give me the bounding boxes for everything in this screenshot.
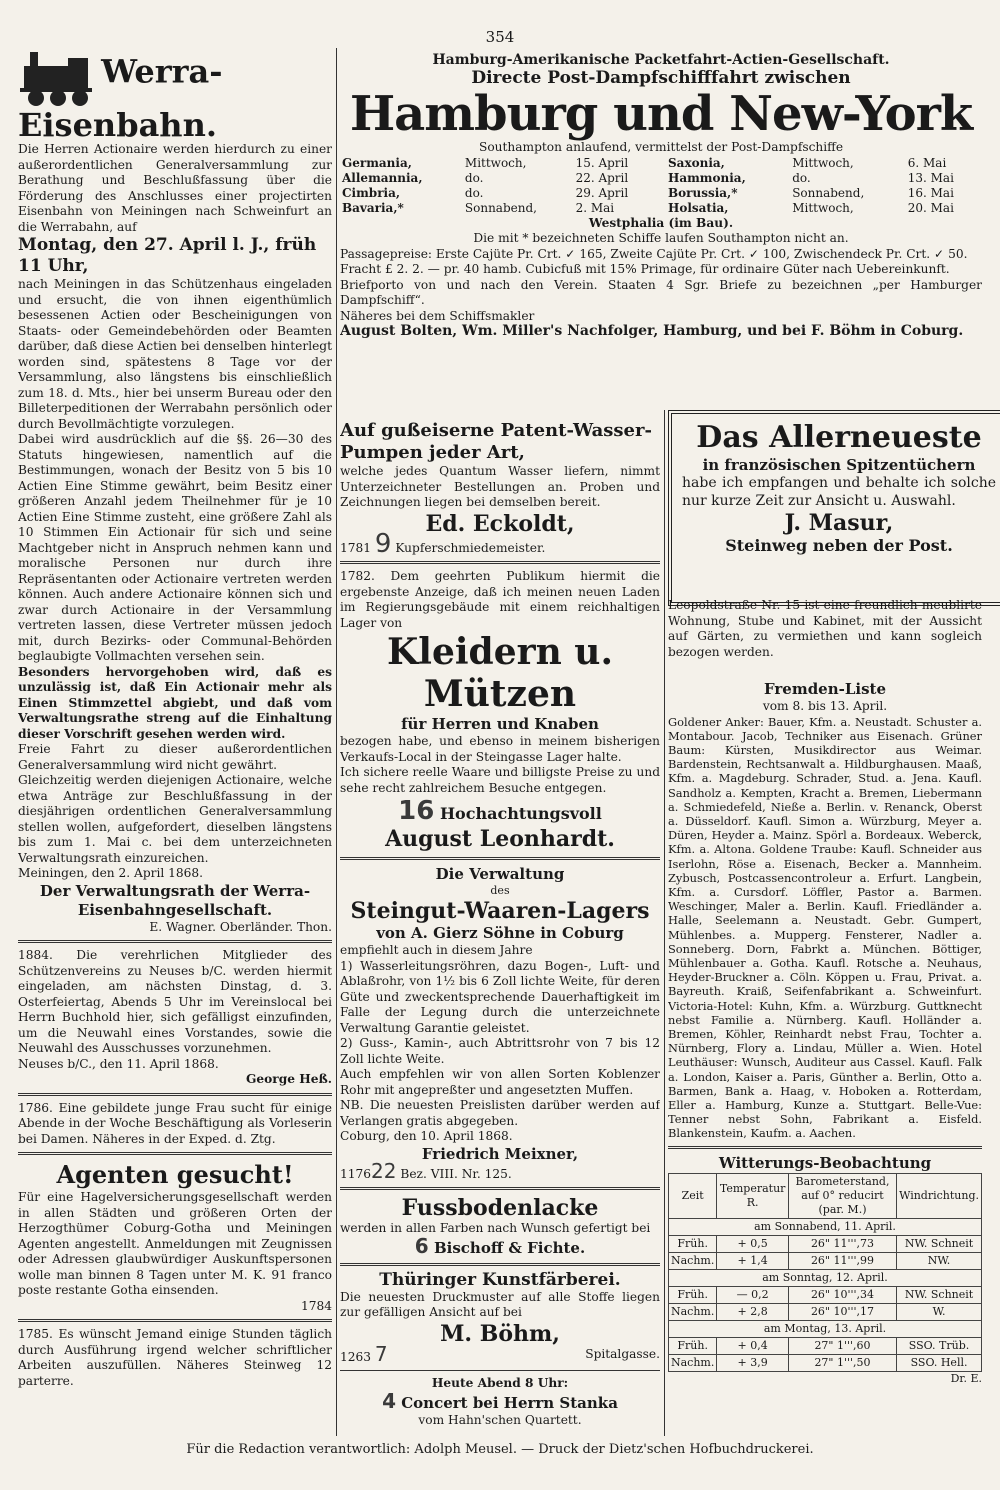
schuetzen-body: 1884. Die verehrlichen Mitglieder des Schützenvereins zu Neuses b/C. werden hiermit eingeladen, am nächsten Dinstag, d. 3. Osterfeiertag, Abends 5 Uhr im Vereinslocal bei Herrn Buchhold hier, sich gefälligst einzufinden, um die Neuwahl eines Vorstandes, sowie die Neuwahl des Ausschusses vorzunehmen. <box>18 948 332 1055</box>
column-left <box>18 48 332 1436</box>
leonhardt-title: Kleidern u. Mützen <box>386 631 613 715</box>
hapag-post: Briefporto von und nach den Verein. Staaten 4 Sgr. Briefe zu bezeichnen „per Hamburger Dampfschiff“. <box>340 277 982 307</box>
ship-cell: 22. April <box>575 170 629 185</box>
werra-body-6: Gleichzeitig werden diejenigen Actionaire, welche etwa Anträge zur Beschlußfassung in der diesjährigen ordentlichen Generalversammlung stellen wollen, aufgefordert, dieselben längstens bis zum 1. Mai c. bei dem unterzeichneten Verwaltungsrath einzureichen. <box>18 773 332 865</box>
ship-cell: Mittwoch, <box>792 155 854 170</box>
ship-cell: 16. Mai <box>907 185 954 200</box>
leonhardt-sub: für Herren und Knaben <box>401 715 599 733</box>
ship-cell: Mittwoch, <box>792 200 854 215</box>
ship-cell: Saxonia, <box>668 155 725 170</box>
weather-cell: Früh. <box>669 1337 717 1354</box>
lacke-ad <box>340 1195 660 1258</box>
schuetzen-signer: George Heß. <box>245 1072 332 1086</box>
ship-cell: 6. Mai <box>907 155 947 170</box>
masur-name: J. Masur, <box>784 510 894 536</box>
gierz-num: 1176 <box>340 1166 372 1181</box>
fremden-body: Goldener Anker: Bauer, Kfm. a. Neustadt. Schuster a. Montabour. Jacob, Techniker aus Eisenach. Grüner Baum: Kürsten, Musikdirector aus Weimar. Bardenstein, Rechtsanwalt a. Hildburghausen. Maaß, Kfm. a. Magdeburg. Schrader, Stud. a. Jena. Kaufl. Sandholz a. Kempten, Kracht a. Bremen, Liebermann a. Schmiedefeld, Nieße a. Berlin. v. Renanck, Oberst a. Düsseldorf. Kaufl. Simon a. Würzburg, Meyer a. Düren, Heyder a. Mainz. Spörl a. Bordeaux. Weberck, Kfm. a. Altona. Goldene Traube: Kaufl. Schneider aus Iserlohn, Röse a. Eisenach, Becker a. Mannheim. Zybusch, Postcassencontroleur a. Erfurt. Langbein, Kfm. a. Cursdorf. Löffler, Pastor a. Barmen. Weschinger, Maler a. Berlin. Kaufl. Friedländer a. Halle, Seelemann a. Neustadt. Gebr. Gumpert, Mühlenbes. a. Mupperg. Fensterer, Nadler a. Sonneberg. Dorn, Fabrkt a. München. Böttiger, Mühlenbauer a. Gotha. Kaufl. Rotsche a. Neuhaus, Heyder-Bruckner a. Cöln. Köppen u. Frau, Privat. a. Bayreuth. Kraiß, Seifenfabrikant a. Schweinfurt. Victoria-Hotel: Kuhn, Kfm. a. Würzburg. Guttknecht nebst Familie a. Nürnberg. Kaufl. Holländer a. Bremen, Köhler, Reinhardt nebst Frau, Tochter a. Nürnberg, Flory a. Lindau, Müller a. Wien. Hotel Leuthäuser: Wunsch, Auditeur aus Cassel. Kaufl. Falk a. London, Kaiser a. Paris, Günther a. Berlin, Otto a. Barmen, Bank a. Haag, v. Hoboken a. Rotterdam, Eller a. Hamburg, Kunze a. Stuttgart. Belle-Vue: Tenner nebst Sohn, Fabrikant a. Eisfeld. Blankenstein, Kaufm. a. Aachen. <box>668 714 982 1141</box>
weather-cell: SSO. Hell. <box>897 1354 982 1371</box>
leonhardt-intro: 1782. Dem geehrten Publikum hiermit die ergebenste Anzeige, daß ich meinen neuen Laden im Regierungsgebäude mit einem reichhaltigen Lager von <box>340 569 660 630</box>
werra-title: Werra-Eisenbahn. <box>18 52 223 144</box>
handwritten-mark: 7 <box>374 1341 388 1366</box>
weather-header: Temperatur R. <box>717 1173 789 1218</box>
ship-row <box>340 201 656 216</box>
masur-ad <box>668 410 1000 606</box>
werra-names: E. Wagner. Oberländer. Thon. <box>149 919 332 934</box>
weather-cell: 26" 10''',17 <box>788 1303 896 1320</box>
footer-imprint: Für die Redaction verantwortlich: Adolph Meusel. — Druck der Dietz'schen Hofbuchdruckerei. <box>186 1442 814 1457</box>
leonhardt-ad <box>340 569 660 852</box>
ship-schedule-right <box>666 156 982 216</box>
weather-cell: Nachm. <box>669 1354 717 1371</box>
weather-cell: 26" 11''',99 <box>788 1252 896 1269</box>
gierz-name: Friedrich Meixner, <box>421 1144 579 1163</box>
page-number: 354 <box>485 28 515 46</box>
gierz-item-2: 2) Guss-, Kamin-, auch Abtrittsrohr von 7 bis 12 Zoll lichte Weite. <box>340 1036 660 1066</box>
ship-cell: Cimbria, <box>342 185 401 200</box>
ship-cell: Bavaria,* <box>342 200 404 215</box>
weather-cell: NW. <box>897 1252 982 1269</box>
stunden-ad: 1785. Es wünscht Jemand einige Stunden täglich durch Ausführung irgend welcher schriftlicher Arbeiten auszufüllen. Näheres Steinweg 12 parterre. <box>18 1327 332 1388</box>
lacke-title: Fussbodenlacke <box>401 1195 599 1221</box>
handwritten-mark: 22 <box>371 1158 397 1183</box>
gierz-intro: empfiehlt auch in diesem Jahre <box>340 943 533 957</box>
werra-date: Montag, den 27. April l. J., früh 11 Uhr, <box>18 235 317 276</box>
ship-schedule-left <box>340 156 656 216</box>
hapag-fares: Passagepreise: Erste Cajüte Pr. Crt. ✓ 165, Zweite Cajüte Pr. Crt. ✓ 100, Zwischendeck Pr. Crt. ✓ 50. <box>340 246 968 261</box>
gierz-item-3: Auch empfehlen wir von allen Sorten Koblenzer Rohr mit angepreßter und angesetzten Muffen. <box>340 1067 660 1097</box>
ship-row <box>666 186 982 201</box>
fremden-range: vom 8. bis 13. April. <box>762 699 888 713</box>
weather-day: am Sonntag, 12. April. <box>669 1269 982 1286</box>
weather-cell: 26" 11''',73 <box>788 1235 896 1252</box>
pumpen-body: welche jedes Quantum Wasser liefern, nimmt Unterzeichneter Bestellungen an. Proben und Zeichnungen liegen bei demselben bereit. <box>340 464 660 509</box>
werra-body-5: Freie Fahrt zu dieser außerordentlichen Generalversammlung wird nicht gewährt. <box>18 742 332 772</box>
leonhardt-body-2: Ich sichere reelle Waare und billigste Preise zu und sehe recht zahlreichem Besuche entgegen. <box>340 765 660 795</box>
weather-header: Windrichtung. <box>897 1173 982 1218</box>
weather-cell: — 0,2 <box>717 1286 789 1303</box>
ship-cell: Sonnabend, <box>464 200 537 215</box>
ship-cell: Mittwoch, <box>464 155 527 170</box>
handwritten-mark: 6 <box>414 1233 429 1258</box>
weather-cell: Nachm. <box>669 1252 717 1269</box>
hapag-company: Hamburg-Amerikanische Packetfahrt-Actien-Gesellschaft. <box>432 52 890 68</box>
gierz-head: Die Verwaltung <box>435 865 565 883</box>
weather-cell: W. <box>897 1303 982 1320</box>
pumpen-num: 1781 <box>340 540 372 555</box>
ship-cell: 2. Mai <box>575 200 615 215</box>
witterung <box>668 1154 982 1386</box>
masur-sub: in französischen Spitzentüchern <box>702 456 976 474</box>
ship-cell: 20. Mai <box>907 200 954 215</box>
werra-body-2: nach Meiningen in das Schützenhaus eingeladen und ersucht, die von ihnen eigenthümlich besessenen Actien oder Bescheinigungen von Staats- oder Gemeindebehörden oder Beamten darüber, daß diese Actien bei denselben hinterlegt worden sind, spätestens 8 Tage vor der Versammlung, also längstens bis einschließlich zum 18. d. Mts., hier bei unserm Bureau oder den Billeterpeditionen der Werrabahn persönlich oder durch Bevollmächtigte vorzulegen. <box>18 277 332 431</box>
faerberei-addr: Spitalgasse. <box>585 1346 660 1361</box>
weather-cell: Früh. <box>669 1286 717 1303</box>
gierz-addr: Bez. VIII. Nr. 125. <box>400 1166 512 1181</box>
weather-header: Barometerstand, auf 0° reducirt (par. M.) <box>788 1173 896 1218</box>
werra-body-3: Dabei wird ausdrücklich auf die §§. 26—30 des Statuts hingewiesen, namentlich auf die Bestimmungen, wonach der Besitz von 5 bis 10 Actien Eine Stimme gewährt, beim Besitz einer größeren Anzahl jedem Theilnehmer für je 10 Actien Eine Stimme zusteht, eine größere Zahl als 10 Stimmen Ein Actionair für sich und seine Machtgeber nicht in Anspruch nehmen kann und moralische Personen nur durch ihre Repräsentanten oder Actionaire vertreten werden können. Auch andere Actionaire können sich und zwar durch Actionaire in der Versammlung vertreten lassen, diese Vertreter müssen jedoch mit, durch Bezirks- oder Communal-Behörden beglaubigte Vollmachten versehen sein. <box>18 432 332 663</box>
handwritten-mark: 4 <box>382 1388 396 1413</box>
hapag-title: Hamburg und New-York <box>349 86 973 142</box>
column-middle <box>340 420 660 1436</box>
weather-cell: + 0,4 <box>717 1337 789 1354</box>
faerberei-title: Thüringer Kunstfärberei. <box>379 1269 621 1290</box>
werra-signer: Der Verwaltungsrath der Werra-Eisenbahngesellschaft. <box>39 881 311 919</box>
witterung-title: Witterungs-Beobachtung <box>718 1153 932 1172</box>
pumpen-title: Auf gußeiserne Patent-Wasser-Pumpen jeder Art, <box>340 420 652 463</box>
fremden-liste <box>668 680 982 1141</box>
handwritten-mark: 16 <box>398 796 435 826</box>
ship-row <box>340 171 656 186</box>
gierz-firm: von A. Gierz Söhne in Coburg <box>376 924 624 942</box>
column-rule <box>336 48 337 1436</box>
hapag-more: Näheres bei dem Schiffsmakler <box>340 308 535 323</box>
concert-sub: vom Hahn'schen Quartett. <box>418 1412 582 1427</box>
masur-addr: Steinweg neben der Post. <box>725 536 953 555</box>
ship-cell: do. <box>464 185 484 200</box>
ship-cell: Hammonia, <box>668 170 746 185</box>
hapag-freight: Fracht £ 2. 2. — pr. 40 hamb. Cubicfuß mit 15% Primage, für ordinaire Güter nach Uebereinkunft. <box>340 262 950 276</box>
werra-body-1: Die Herren Actionaire werden hierdurch zu einer außerordentlichen Generalversammlung zur Berathung und Beschlußfassung über die Förderung des Anschlusses einer projectirten Eisenbahn von Meiningen nach Schweinfurt an die Werrabahn, auf <box>18 142 332 234</box>
gierz-title: Steingut-Waaren-Lagers <box>350 898 650 924</box>
leopold-body: Leopoldstraße Nr. 15 ist eine freundlich meublirte Wohnung, Stube und Kabinet, mit der Aussicht auf Gärten, zu vermiethen und kann sogleich bezogen werden. <box>668 598 982 659</box>
gierz-place: Coburg, den 10. April 1868. <box>340 1129 513 1143</box>
weather-table <box>668 1173 982 1372</box>
masur-body: habe ich empfangen und behalte ich solche nur kurze Zeit zur Ansicht u. Auswahl. <box>682 475 996 509</box>
agenten-ad <box>18 1160 332 1314</box>
ship-cell: do. <box>792 170 811 185</box>
pumpen-name: Ed. Eckoldt, <box>425 510 575 537</box>
ship-cell: Sonnabend, <box>792 185 865 200</box>
weather-cell: + 0,5 <box>717 1235 789 1252</box>
gierz-des: des <box>490 884 510 897</box>
ship-row <box>340 156 656 171</box>
weather-cell: + 3,9 <box>717 1354 789 1371</box>
weather-day: am Montag, 13. April. <box>669 1320 982 1337</box>
ship-cell: Allemannia, <box>342 170 423 185</box>
lacke-body: werden in allen Farben nach Wunsch gefertigt bei <box>340 1221 651 1235</box>
ship-cell: 29. April <box>575 185 629 200</box>
faerberei-ad <box>340 1271 660 1366</box>
column-right <box>668 680 982 1436</box>
gierz-ad <box>340 865 660 1182</box>
leopold-ad <box>668 598 982 676</box>
ship-row <box>666 171 982 186</box>
ship-cell: Borussia,* <box>668 185 738 200</box>
weather-day: am Sonnabend, 11. April. <box>669 1218 982 1235</box>
weather-cell: NW. Schneit <box>897 1235 982 1252</box>
weather-cell: Früh. <box>669 1235 717 1252</box>
hapag-via: Southampton anlaufend, vermittelst der Post-Dampfschiffe <box>478 140 844 154</box>
witterung-sig: Dr. E. <box>950 1371 982 1385</box>
weather-cell: SSO. Trüb. <box>897 1337 982 1354</box>
concert-time: Heute Abend 8 Uhr: <box>431 1376 569 1390</box>
weather-cell: NW. Schneit <box>897 1286 982 1303</box>
handwritten-mark: 9 <box>374 528 392 559</box>
locomotive-icon <box>18 48 96 108</box>
weather-cell: Nachm. <box>669 1303 717 1320</box>
schuetzen-place: Neuses b/C., den 11. April 1868. <box>18 1056 219 1071</box>
vorleserin-ad: 1786. Eine gebildete junge Frau sucht für einige Abende in der Woche Beschäftigung als Vorleserin bei Damen. Näheres in der Exped. d. Ztg. <box>18 1100 332 1146</box>
weather-cell: 26" 10''',34 <box>788 1286 896 1303</box>
ship-cell: Germania, <box>342 155 412 170</box>
ship-cell: do. <box>464 170 484 185</box>
agenten-num: 1784 <box>300 1298 332 1313</box>
faerberei-num: 1263 <box>340 1349 372 1364</box>
weather-cell: 27" 1''',50 <box>788 1354 896 1371</box>
column-rule <box>664 410 665 1436</box>
agenten-title: Agenten gesucht! <box>56 1160 294 1189</box>
schuetzen-ad <box>18 948 332 1088</box>
ship-row <box>666 156 982 171</box>
leonhardt-greet: Hochachtungsvoll <box>439 804 602 823</box>
fremden-title: Fremden-Liste <box>763 680 887 698</box>
concert-ad <box>340 1376 660 1428</box>
pumpen-ad <box>340 420 660 559</box>
weather-header: Zeit <box>669 1173 717 1218</box>
ship-row <box>666 201 982 216</box>
werra-place-date: Meiningen, den 2. April 1868. <box>18 866 204 880</box>
faerberei-name: M. Böhm, <box>440 1320 560 1347</box>
ship-row <box>340 186 656 201</box>
ship-cell: 15. April <box>575 155 629 170</box>
concert-title: Concert bei Herrn Stanka <box>401 1393 618 1412</box>
agenten-body: Für eine Hagelversicherungsgesellschaft werden in allen Städten und größeren Orten der Herzogthümer Coburg-Gotha und Meiningen Agenten angestellt. Anmeldungen mit Zeugnissen oder Adressen glaubwürdiger Auskunftspersonen wolle man binnen 8 Tagen unter M. K. 91 franco poste restante Gotha einsenden. <box>18 1190 332 1297</box>
gierz-nb: NB. Die neuesten Preislisten darüber werden auf Verlangen gratis abgegeben. <box>340 1098 660 1128</box>
leonhardt-name: August Leonhardt. <box>385 826 615 852</box>
hapag-westphalia: Westphalia (im Bau). <box>588 215 734 230</box>
hapag-sub: Directe Post-Dampfschifffahrt zwischen <box>471 68 851 88</box>
hapag-note: Die mit * bezeichneten Schiffe laufen Southampton nicht an. <box>473 231 849 245</box>
hapag-agent: August Bolten, Wm. Miller's Nachfolger, Hamburg, und bei F. Böhm in Coburg. <box>340 323 964 339</box>
ship-cell: 13. Mai <box>907 170 954 185</box>
lacke-name: Bischoff & Fichte. <box>433 1238 586 1257</box>
ship-cell: Holsatia, <box>668 200 729 215</box>
hapag-ad <box>340 52 982 408</box>
leonhardt-body: bezogen habe, und ebenso in meinem bisherigen Verkaufs-Local in der Steingasse Lager halte. <box>340 734 660 764</box>
faerberei-body: Die neuesten Druckmuster auf alle Stoffe liegen zur gefälligen Ansicht auf bei <box>340 1289 660 1319</box>
weather-cell: 27" 1''',60 <box>788 1337 896 1354</box>
weather-cell: + 2,8 <box>717 1303 789 1320</box>
weather-cell: + 1,4 <box>717 1252 789 1269</box>
pumpen-role: Kupferschmiedemeister. <box>395 540 546 555</box>
werra-body-4: Besonders hervorgehoben wird, daß es unzulässig ist, daß Ein Actionair mehr als Einen Stimmzettel abgiebt, und daß vom Verwaltungsrathe streng auf die Einhaltung dieser Vorschrift gesehen werden wird. <box>18 664 332 741</box>
gierz-item-1: 1) Wasserleitungsröhren, dazu Bogen-, Luft- und Ablaßrohr, von 1½ bis 6 Zoll lichte Weite, für deren Güte und zweckentsprechende Dauerhaftigkeit im Falle der Legung durch die unterzeichnete Verwaltung Garantie geleistet. <box>340 958 660 1035</box>
masur-title: Das Allerneueste <box>696 420 982 455</box>
werra-ad <box>18 48 332 935</box>
